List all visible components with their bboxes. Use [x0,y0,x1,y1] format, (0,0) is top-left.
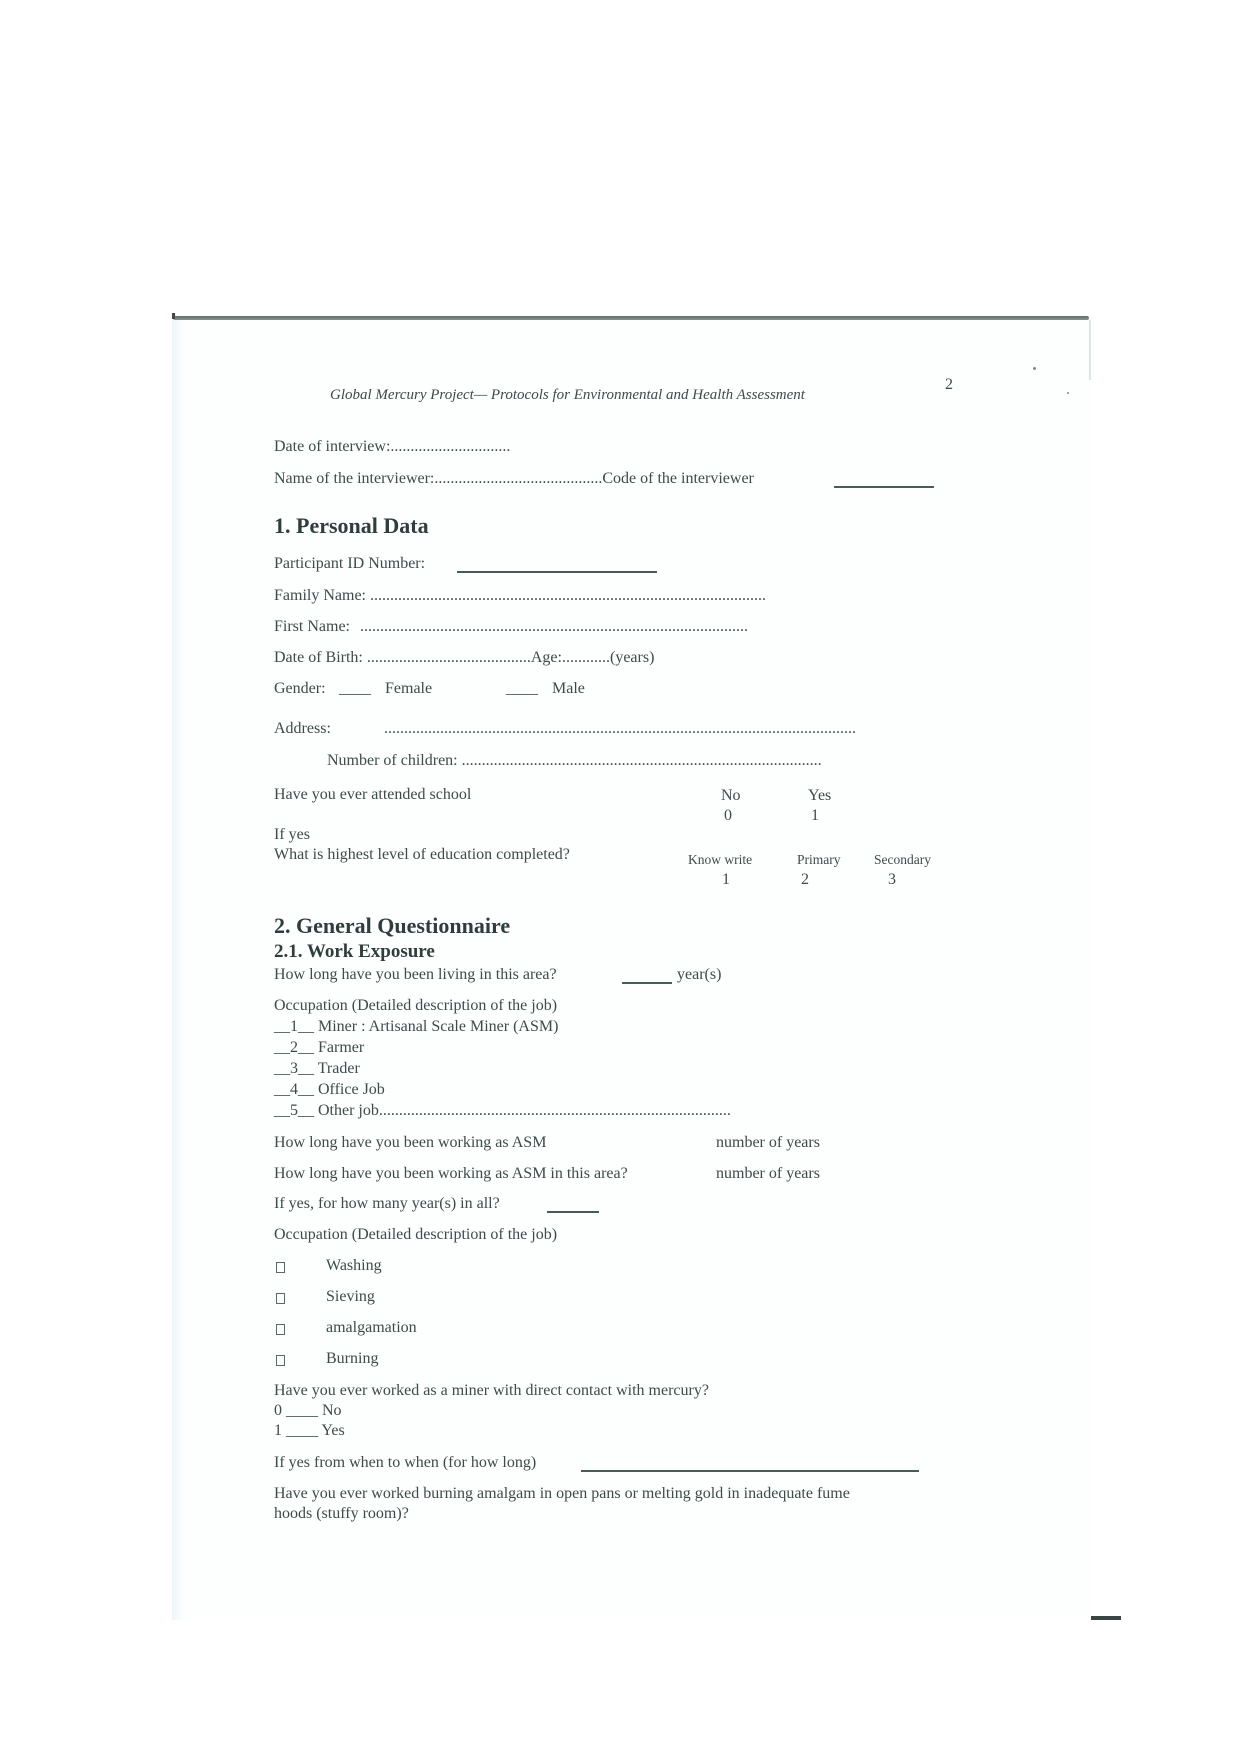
school-question: Have you ever attended school [274,786,472,803]
education-option-know-write[interactable]: Know write [688,852,753,867]
education-option-primary[interactable]: Primary [797,852,841,867]
scan-bottom-mark [1091,1616,1121,1620]
address-label: Address: [274,720,331,737]
date-of-interview-field[interactable] [274,438,510,456]
occupation-option-label: Farmer [318,1039,365,1056]
family-name-dots: ................................................................................................... [369,587,766,604]
task-checkbox-washing[interactable] [276,1262,285,1273]
gender-option-male: Male [552,680,585,697]
children-field[interactable] [327,752,822,770]
task-checkbox-sieving[interactable] [276,1293,285,1304]
age-label: Age: [530,649,562,666]
interviewer-name-label: Name of the interviewer: [274,470,435,487]
education-option-know-write-code: 1 [722,871,730,888]
interviewer-name-dots: .......................................... [434,470,603,487]
occupation-option-prefix: __2__ [274,1039,314,1056]
asm-years-unit[interactable]: number of years [716,1134,820,1151]
education-option-primary-code: 2 [801,871,809,888]
occupation-option-trader[interactable] [274,1060,360,1078]
mercury-option-blank: ____ [286,1422,318,1439]
mercury-option-yes[interactable] [274,1422,345,1440]
duration-blank[interactable] [581,1470,919,1472]
living-years-blank[interactable] [622,982,672,984]
scan-top-rule [173,316,1089,320]
occupation-option-prefix: __5__ [274,1102,314,1119]
task-label-burning: Burning [326,1350,379,1367]
occupation-option-prefix: __3__ [274,1060,314,1077]
task-label-amalgamation: amalgamation [326,1319,417,1336]
interviewer-name-field[interactable] [274,470,754,488]
occupation-option-label: Miner : Artisanal Scale Miner (ASM) [318,1018,559,1035]
participant-id-label: Participant ID Number: [274,555,426,572]
date-of-interview-dots: .............................. [390,438,511,455]
school-option-yes-code: 1 [811,807,819,824]
scan-top-rule-tick [172,313,175,319]
burning-question-line-1: Have you ever worked burning amalgam in open pans or melting gold in inadequate fume [274,1485,850,1502]
living-unit: year(s) [677,966,722,983]
first-name-dots[interactable]: ................................................................................................. [360,618,748,635]
education-option-secondary-code: 3 [888,871,896,888]
school-option-no[interactable]: No [721,787,741,804]
occupation-option-label: Other job........................................................................................ [318,1102,731,1119]
years-in-all-blank[interactable] [547,1211,599,1213]
occupation-option-prefix: __1__ [274,1018,314,1035]
occupation-option-label: Trader [317,1060,360,1077]
section-heading-general-questionnaire: 2. General Questionnaire [274,913,511,938]
dob-label: Date of Birth: [274,649,363,666]
occupation-option-other-job[interactable] [274,1102,731,1120]
occupation-label: Occupation (Detailed description of the job) [274,997,558,1014]
occupation-label-2: Occupation (Detailed description of the job) [274,1226,558,1243]
dob-age-field[interactable] [274,649,654,667]
asm-years-question: How long have you been working as ASM [274,1134,547,1151]
duration-question: If yes from when to when (for how long) [274,1454,537,1471]
occupation-option-prefix: __4__ [274,1081,314,1098]
section-heading-personal-data: 1. Personal Data [274,513,429,538]
gender-option-female: Female [385,680,433,697]
mercury-option-blank: ____ [286,1402,318,1419]
running-header: Global Mercury Project— Protocols for Environmental and Health Assessment [330,387,805,403]
task-label-washing: Washing [326,1257,382,1274]
mercury-option-label: Yes [321,1422,345,1439]
mercury-option-code: 1 [274,1422,282,1439]
age-dots: ............ [561,649,610,666]
scan-speck [1033,367,1036,370]
mercury-option-label: No [322,1402,342,1419]
burning-question-line-2: hoods (stuffy room)? [274,1505,409,1522]
occupation-option-farmer[interactable] [274,1039,364,1057]
gender-male-blank[interactable]: ____ [506,680,538,697]
children-dots: .......................................................................................... [461,752,822,769]
children-label: Number of children: [327,752,458,769]
participant-id-blank[interactable] [457,571,657,573]
task-checkbox-amalgamation[interactable] [276,1324,285,1335]
asm-area-question: How long have you been working as ASM in this area? [274,1165,628,1182]
page-right-edge [1089,320,1091,380]
education-question: What is highest level of education completed? [274,846,570,863]
first-name-label: First Name: [274,618,350,635]
scan-speck [1067,392,1069,394]
family-name-label: Family Name: [274,587,366,604]
occupation-option-label: Office Job [318,1081,385,1098]
years-in-all-question: If yes, for how many year(s) in all? [274,1195,500,1212]
dob-dots: ......................................... [366,649,531,666]
occupation-option-office-job[interactable] [274,1081,385,1099]
mercury-option-no[interactable] [274,1402,342,1420]
interviewer-code-label: Code of the interviewer [602,470,754,487]
mercury-option-code: 0 [274,1402,282,1419]
subsection-heading-work-exposure: 2.1. Work Exposure [274,941,435,962]
page-left-shadow [172,320,184,1620]
page-number: 2 [945,376,953,393]
interviewer-code-blank[interactable] [834,486,934,488]
address-dots[interactable]: ...................................................................................................................... [384,720,856,737]
asm-area-unit[interactable]: number of years [716,1165,820,1182]
school-option-no-code: 0 [724,807,732,824]
occupation-option-miner[interactable] [274,1018,558,1036]
gender-female-blank[interactable]: ____ [339,680,371,697]
task-checkbox-burning[interactable] [276,1355,285,1366]
task-label-sieving: Sieving [326,1288,375,1305]
school-option-yes[interactable]: Yes [808,787,832,804]
if-yes-label: If yes [274,826,310,843]
gender-label: Gender: [274,680,326,697]
date-of-interview-label: Date of interview: [274,438,391,455]
family-name-field[interactable] [274,587,766,605]
age-unit: (years) [609,649,655,666]
education-option-secondary[interactable]: Secondary [874,852,931,867]
mercury-question: Have you ever worked as a miner with direct contact with mercury? [274,1382,709,1399]
living-question: How long have you been living in this area? [274,966,557,983]
